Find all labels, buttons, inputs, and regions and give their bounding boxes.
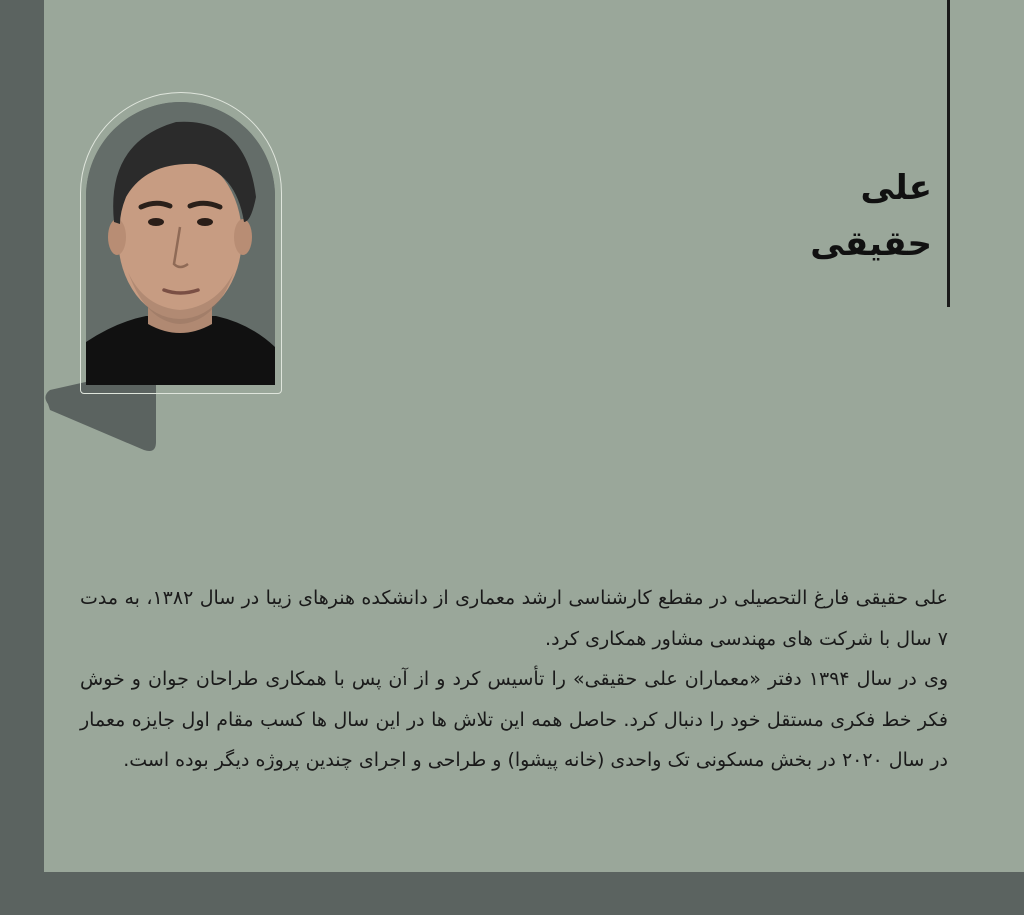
first-name: علی — [860, 168, 932, 208]
bottom-frame-band — [0, 872, 1024, 915]
title-accent-line — [947, 0, 950, 307]
bio-paragraph-1: علی حقیقی فارغ التحصیلی در مقطع کارشناسی ارشد معماری از دانشکده هنرهای زیبا در سال ۱۳۸۲، به مدت ۷ سال با شرکت های مهندسی مشاور همکاری کرد. — [80, 587, 948, 650]
person-name — [810, 160, 932, 272]
portrait-photo — [86, 102, 275, 385]
last-name: حقیقی — [810, 224, 932, 264]
biography-text — [80, 578, 948, 781]
bio-paragraph-2: وی در سال ۱۳۹۴ دفتر «معماران علی حقیقی» را تأسیس کرد و از آن پس با همکاری طراحان جوان و خوش فکر خط فکری مستقل خود را دنبال کرد. حاصل همه این تلاش ها در این سال ها کسب مقام اول جایزه معمار در سال ۲۰۲۰ در بخش مسکونی تک واحدی (خانه پیشوا) و طراحی و اجرای چندین پروژه دیگر بوده است. — [80, 668, 948, 771]
left-frame-band — [0, 0, 44, 872]
